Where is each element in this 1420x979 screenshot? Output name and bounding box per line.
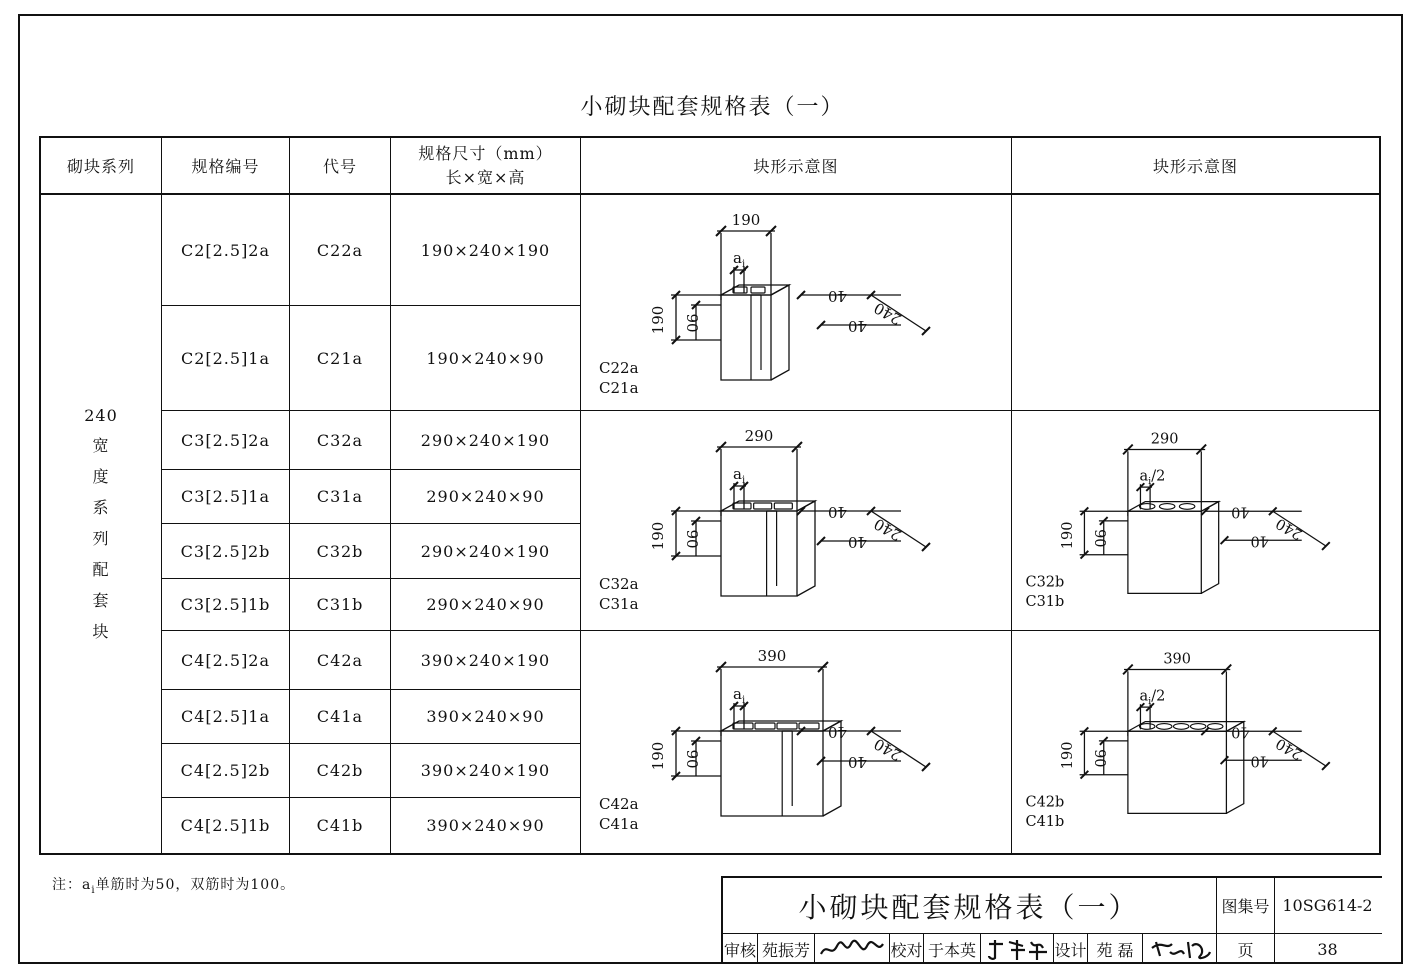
code-cell: C21a (316, 348, 364, 368)
size-cell: 190×240×90 (426, 348, 545, 368)
rib-dimension-40: 40 (827, 723, 847, 741)
block-hole (767, 511, 777, 596)
code-cell: C32a (316, 430, 364, 450)
check-name: 于本英 (927, 940, 976, 960)
spec-cell: C4[2.5]2b (180, 761, 271, 780)
height-dimension-90: 90 (1091, 529, 1108, 548)
spec-cell: C2[2.5]2a (180, 240, 271, 260)
size-cell: 390×240×190 (420, 761, 551, 780)
size-cell: 290×240×90 (426, 487, 545, 506)
check-label: 校对 (890, 940, 923, 960)
gap-dimension: $a_i/2$ (1139, 468, 1166, 488)
size-cell: 290×240×190 (420, 541, 551, 561)
diagram-code-label: C31b (1025, 593, 1065, 610)
size-cell: 190×240×190 (420, 240, 551, 260)
spec-cell: C3[2.5]2a (180, 430, 271, 450)
code-cell: C42a (316, 650, 364, 670)
rib-dimension-40: 40 (847, 753, 867, 771)
block-hole (1173, 724, 1188, 730)
rib-dimension-40: 40 (1231, 723, 1250, 740)
block-diagram-svg (1012, 411, 1379, 626)
diagram-c22a (581, 195, 1011, 410)
design-name: 苑 磊 (1096, 940, 1134, 960)
diagram-code-label: C21a (599, 379, 639, 397)
review-label: 审核 (723, 940, 756, 960)
height-dimension-90: 90 (683, 749, 701, 769)
spec-cell: C2[2.5]1a (180, 348, 271, 368)
length-dimension: 390 (757, 647, 787, 665)
height-dimension-190: 190 (649, 305, 667, 335)
size-cell: 390×240×90 (426, 707, 545, 726)
series-char: 系 (92, 498, 110, 517)
height-dimension-190: 190 (1059, 521, 1076, 550)
block-hole (1159, 504, 1174, 510)
code-cell: C32b (316, 541, 364, 561)
block-hole (777, 723, 797, 729)
rib-dimension-40: 40 (1250, 532, 1269, 549)
rib-dimension-40: 40 (827, 287, 847, 305)
spec-cell: C3[2.5]1a (180, 487, 271, 506)
code-cell: C41a (316, 707, 364, 726)
header-code: 代号 (322, 157, 357, 176)
block-hole (1190, 724, 1205, 730)
length-dimension: 190 (731, 211, 761, 229)
block-hole (1156, 724, 1171, 730)
header-diagram-1: 块形示意图 (753, 157, 839, 176)
diagram-code-label: C22a (599, 359, 639, 377)
header-series: 砌块系列 (66, 157, 135, 176)
block-diagram-svg (581, 411, 1011, 626)
code-cell: C41b (316, 816, 364, 835)
code-cell: C42b (316, 761, 364, 780)
design-label: 设计 (1054, 940, 1087, 960)
page-title: 小砌块配套规格表（一） (580, 95, 845, 120)
width-dimension-240: 240 (1273, 514, 1306, 543)
atlas-number: 10SG614-2 (1282, 896, 1373, 915)
height-dimension-190: 190 (1059, 741, 1076, 770)
series-char: 配 (92, 560, 110, 579)
height-dimension-190: 190 (649, 521, 667, 551)
gap-dimension: $a_i$ (733, 249, 746, 270)
block-hole (733, 723, 753, 729)
series-char: 度 (92, 467, 110, 486)
diagram-c42a (581, 631, 1011, 853)
footnote-text: 单筋时为50，双筋时为100。 (95, 877, 296, 893)
header-size-line1: 规格尺寸（mm） (418, 143, 553, 163)
rib-dimension-40: 40 (847, 317, 867, 335)
width-dimension-240: 240 (870, 734, 905, 765)
spec-cell: C3[2.5]2b (180, 541, 271, 561)
code-cell: C31a (316, 487, 364, 506)
code-cell: C22a (316, 240, 364, 260)
header-diagram-2: 块形示意图 (1152, 157, 1238, 176)
series-char: 240 (84, 406, 118, 425)
diagram-code-label: C32a (599, 575, 639, 593)
rib-dimension-40: 40 (847, 533, 867, 551)
diagram-code-label: C31a (599, 595, 639, 613)
footnote-sub: i (91, 884, 96, 896)
design-signature (1143, 934, 1216, 964)
block-hole (754, 503, 772, 509)
height-dimension-90: 90 (683, 529, 701, 549)
block-hole (799, 723, 819, 729)
rib-dimension-40: 40 (1250, 752, 1269, 769)
length-dimension: 290 (744, 427, 774, 445)
rib-dimension-40: 40 (827, 503, 847, 521)
diagram-c42b (1012, 631, 1379, 853)
check-signature (981, 934, 1053, 964)
block-hole (1139, 504, 1154, 510)
block-diagram-svg (1012, 631, 1379, 846)
review-name: 苑振芳 (761, 940, 810, 960)
diagram-code-label: C41a (599, 815, 639, 833)
block-hole (782, 731, 792, 816)
height-dimension-190: 190 (649, 741, 667, 771)
length-dimension: 390 (1163, 651, 1191, 668)
rib-dimension-40: 40 (1231, 503, 1250, 520)
size-cell: 290×240×90 (426, 595, 545, 614)
review-signature (815, 934, 889, 964)
diagram-code-label: C41b (1025, 813, 1065, 830)
diagram-c32b (1012, 411, 1379, 630)
diagram-code-label: C32b (1025, 574, 1065, 591)
gap-dimension: $a_i$ (733, 685, 746, 706)
block-hole (1207, 724, 1222, 730)
code-cell: C31b (316, 595, 364, 614)
spec-cell: C4[2.5]2a (180, 650, 271, 670)
diagram-code-label: C42b (1025, 794, 1065, 811)
diagram-c32a (581, 411, 1011, 630)
block-diagram-svg (581, 195, 1011, 410)
block-hole (755, 723, 775, 729)
series-char: 宽 (92, 436, 110, 455)
width-dimension-240: 240 (1273, 734, 1306, 763)
series-char: 块 (92, 622, 110, 641)
gap-dimension: $a_i/2$ (1139, 688, 1166, 708)
size-cell: 290×240×190 (420, 430, 551, 450)
length-dimension: 290 (1150, 431, 1179, 448)
page-label: 页 (1237, 940, 1254, 960)
size-cell: 390×240×90 (426, 816, 545, 835)
width-dimension-240: 240 (870, 514, 905, 545)
block-hole (774, 503, 792, 509)
block-diagram-svg (581, 631, 1011, 846)
size-cell: 390×240×190 (420, 650, 551, 670)
page-number: 38 (1317, 939, 1338, 959)
header-size (391, 138, 580, 193)
spec-cell: C4[2.5]1b (180, 816, 271, 835)
block-hole (1179, 504, 1194, 510)
series-char: 列 (92, 529, 110, 548)
width-dimension-240: 240 (870, 298, 905, 329)
spec-cell: C4[2.5]1a (180, 707, 271, 726)
block-hole (751, 287, 765, 293)
gap-dimension: $a_i$ (733, 465, 746, 486)
atlas-label: 图集号 (1221, 897, 1270, 916)
title-block-title: 小砌块配套规格表（一） (798, 890, 1140, 924)
footnote (52, 874, 295, 896)
block-hole (751, 295, 761, 380)
series-label (41, 195, 161, 853)
series-char: 套 (92, 591, 110, 610)
height-dimension-90: 90 (683, 313, 701, 333)
diagram-code-label: C42a (599, 795, 639, 813)
block-hole (1139, 724, 1154, 730)
height-dimension-90: 90 (1091, 749, 1108, 768)
block-hole (733, 503, 751, 509)
footnote-prefix: 注：a (52, 877, 92, 893)
header-spec-no: 规格编号 (191, 157, 260, 176)
spec-cell: C3[2.5]1b (180, 595, 271, 614)
header-size-line2: 长×宽×高 (445, 167, 526, 187)
